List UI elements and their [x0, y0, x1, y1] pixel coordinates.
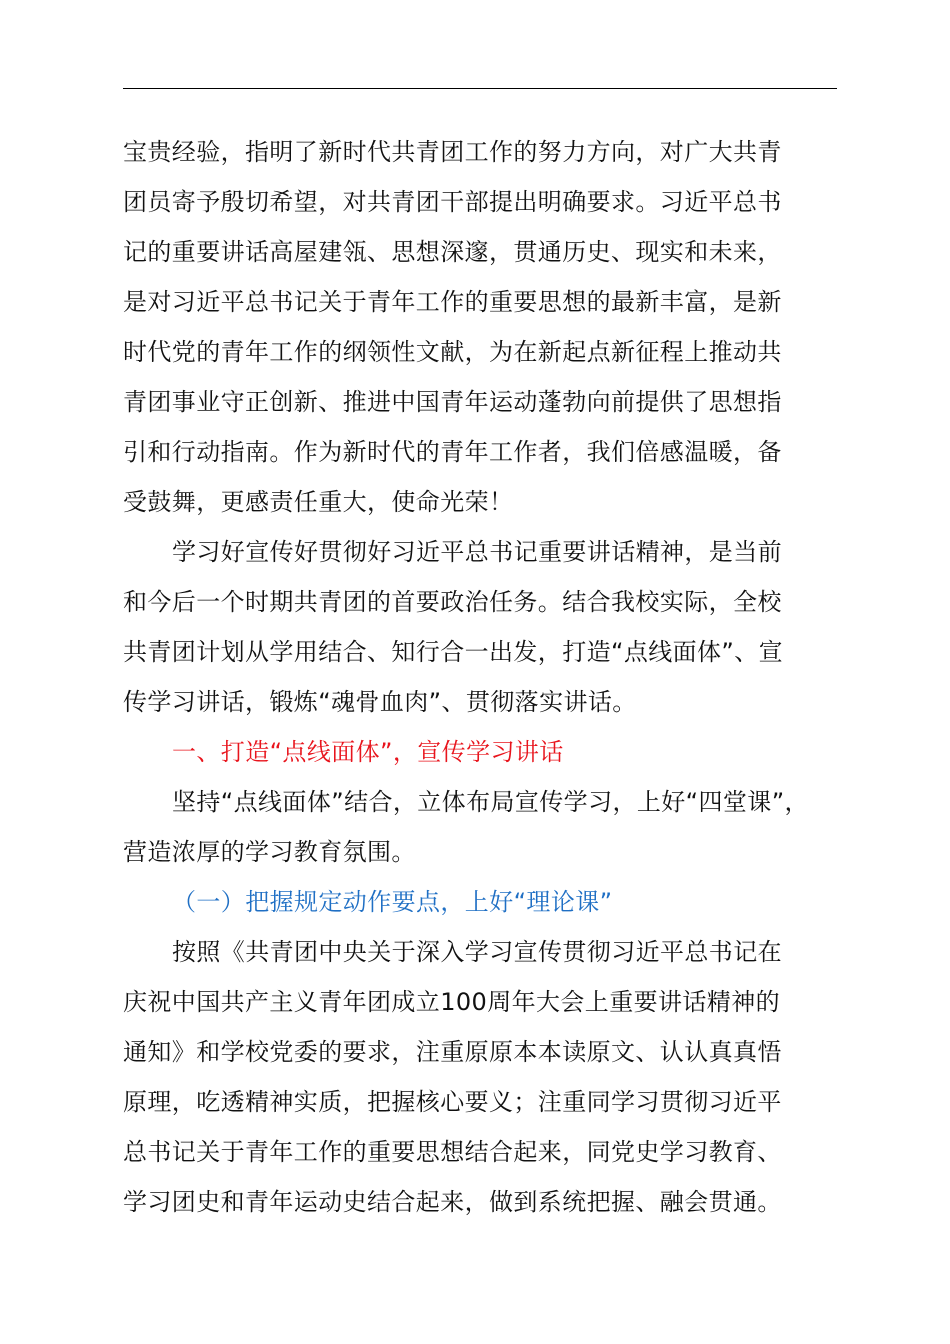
text-line: 按照《共青团中央关于深入学习宣传贯彻习近平总书记在	[172, 938, 782, 966]
text-line: 共青团计划从学用结合、知行合一出发，打造“点线面体”、宣	[123, 638, 784, 666]
text-line: 团员寄予殷切希望，对共青团干部提出明确要求。习近平总书	[123, 188, 782, 216]
text-line: 原理，吃透精神实质，把握核心要义；注重同学习贯彻习近平	[123, 1088, 782, 1116]
subsection-heading-text: （一）把握规定动作要点，上好“理论课”	[172, 888, 613, 916]
paragraph	[123, 777, 853, 877]
header-rule	[123, 88, 837, 89]
document-body	[123, 127, 853, 1227]
text-line: 受鼓舞，更感责任重大，使命光荣！	[123, 488, 514, 516]
text-line: 学习团史和青年运动史结合起来，做到系统把握、融会贯通。	[123, 1188, 782, 1216]
text-line: 和今后一个时期共青团的首要政治任务。结合我校实际，全校	[123, 588, 782, 616]
text-line: 传学习讲话，锻炼“魂骨血肉”、贯彻落实讲话。	[123, 688, 637, 716]
text-line: 宝贵经验，指明了新时代共青团工作的努力方向，对广大共青	[123, 138, 782, 166]
text-line: 是对习近平总书记关于青年工作的重要思想的最新丰富，是新	[123, 288, 782, 316]
text-line: 总书记关于青年工作的重要思想结合起来，同党史学习教育、	[123, 1138, 782, 1166]
subsection-heading	[123, 877, 853, 927]
text-line: 青团事业守正创新、推进中国青年运动蓬勃向前提供了思想指	[123, 388, 782, 416]
text-line: 引和行动指南。作为新时代的青年工作者，我们倍感温暖，备	[123, 438, 782, 466]
paragraph	[123, 527, 853, 727]
text-line: 时代党的青年工作的纲领性文献，为在新起点新征程上推动共	[123, 338, 782, 366]
text-line: 坚持“点线面体”结合，立体布局宣传学习，上好“四堂课”，	[172, 788, 809, 816]
paragraph-continuation	[123, 127, 853, 527]
text-line: 记的重要讲话高屋建瓴、思想深邃，贯通历史、现实和未来，	[123, 238, 782, 266]
section-heading	[123, 727, 853, 777]
text-line: 庆祝中国共产主义青年团成立100周年大会上重要讲话精神的	[123, 988, 781, 1016]
text-line: 营造浓厚的学习教育氛围。	[123, 838, 416, 866]
text-line: 通知》和学校党委的要求，注重原原本本读原文、认认真真悟	[123, 1038, 782, 1066]
text-line: 学习好宣传好贯彻好习近平总书记重要讲话精神，是当前	[172, 538, 782, 566]
paragraph	[123, 927, 853, 1227]
section-heading-text: 一、打造“点线面体”，宣传学习讲话	[172, 738, 564, 766]
